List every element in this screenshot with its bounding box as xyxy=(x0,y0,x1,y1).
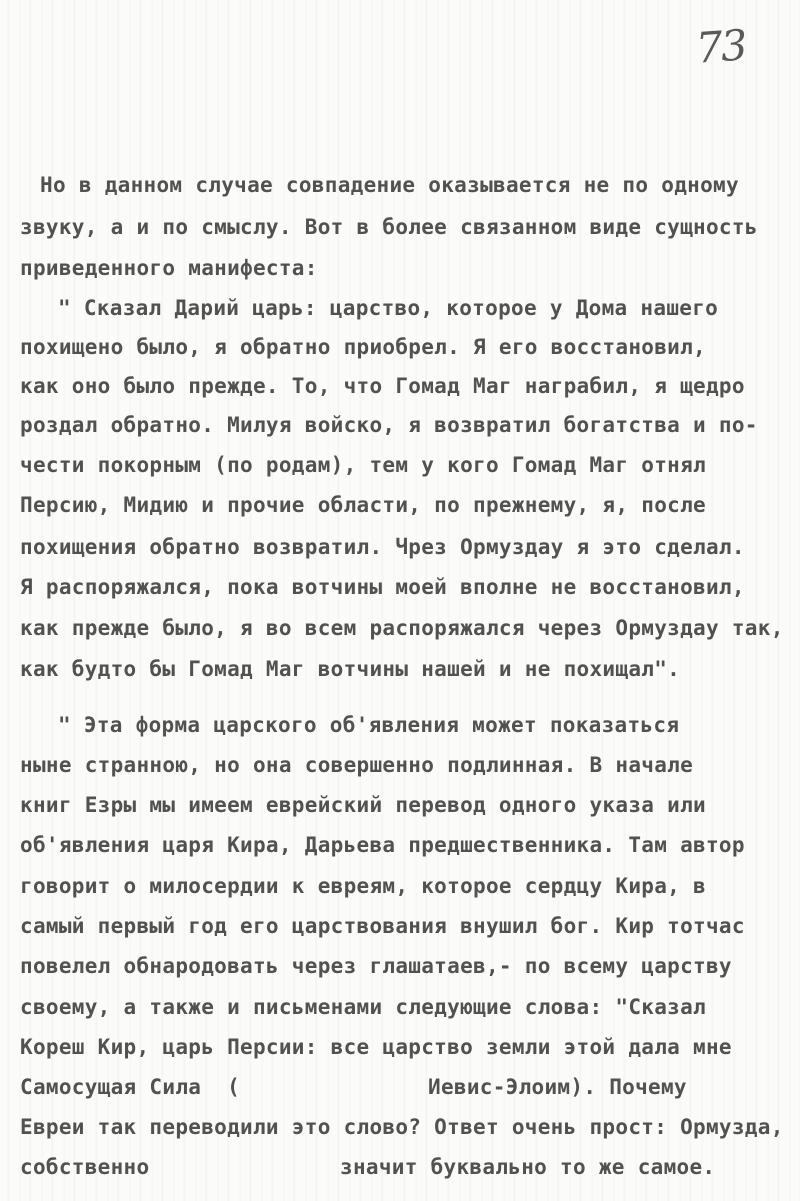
text-line: как будто бы Гомад Маг вотчины нашей и не похищал". xyxy=(20,657,681,681)
text-line: своему, а также и письменами следующие слова: "Сказал xyxy=(20,995,706,1019)
text-line: Кореш Кир, царь Персии: все царство земли этой дала мне xyxy=(20,1035,732,1059)
text-line xyxy=(20,1074,240,1100)
text-line: похищено было, я обратно приобрел. Я его восстановил, xyxy=(20,335,706,359)
text-line: говорит о милосердии к евреям, которое сердцу Кира, в xyxy=(20,874,706,898)
text-line xyxy=(340,1154,715,1180)
text-line: самый первый год его царствования внушил бог. Кир тотчас xyxy=(20,914,745,938)
text-line xyxy=(428,1074,687,1100)
text-line xyxy=(20,1154,149,1180)
text-line: " Сказал Дарий царь: царство, которое у Дома нашего xyxy=(58,296,719,320)
text-line: книг Езры мы имеем еврейский перевод одного указа или xyxy=(20,793,706,817)
page-number: 73 xyxy=(694,20,748,73)
text-line: звуку, а и по смыслу. Вот в более связанном виде сущность xyxy=(20,215,758,239)
text-line: как оно было прежде. То, что Гомад Маг награбил, я щедро xyxy=(20,374,745,398)
text-line: ныне странною, но она совершенно подлинная. В начале xyxy=(20,753,694,777)
text-line: Я распоряжался, пока вотчины моей вполне не восстановил, xyxy=(20,575,745,599)
text-segment: Самосущая Сила ( xyxy=(20,1075,241,1099)
text-line: приведенного манифеста: xyxy=(20,256,318,280)
text-line: похищения обратно возвратил. Чрез Ормуздау я это сделал. xyxy=(20,535,745,559)
text-line: " Эта форма царского об'явления может показаться xyxy=(58,713,680,737)
text-line: Персию, Мидию и прочие области, по прежнему, я, после xyxy=(20,493,706,517)
text-line: об'явления царя Кира, Дарьева предшественника. Там автор xyxy=(20,833,745,857)
text-line: роздал обратно. Милуя войско, я возвратил богатства и по- xyxy=(20,413,758,437)
text-segment: собственно xyxy=(20,1155,150,1179)
text-line: чести покорным (по родам), тем у кого Гомад Маг отнял xyxy=(20,453,706,477)
text-line: как прежде было, я во всем распоряжался через Ормуздау так, xyxy=(20,616,784,640)
text-line: Евреи так переводили это слово? Ответ очень прост: Ормузда, xyxy=(20,1115,784,1139)
text-line: Но в данном случае совпадение оказывается не по одному xyxy=(40,173,739,197)
text-segment: значит буквально то же самое. xyxy=(340,1155,716,1179)
text-segment: Иевис-Элоим). Почему xyxy=(428,1075,687,1099)
text-line: повелел обнародовать через глашатаев,- по всему царству xyxy=(20,954,732,978)
